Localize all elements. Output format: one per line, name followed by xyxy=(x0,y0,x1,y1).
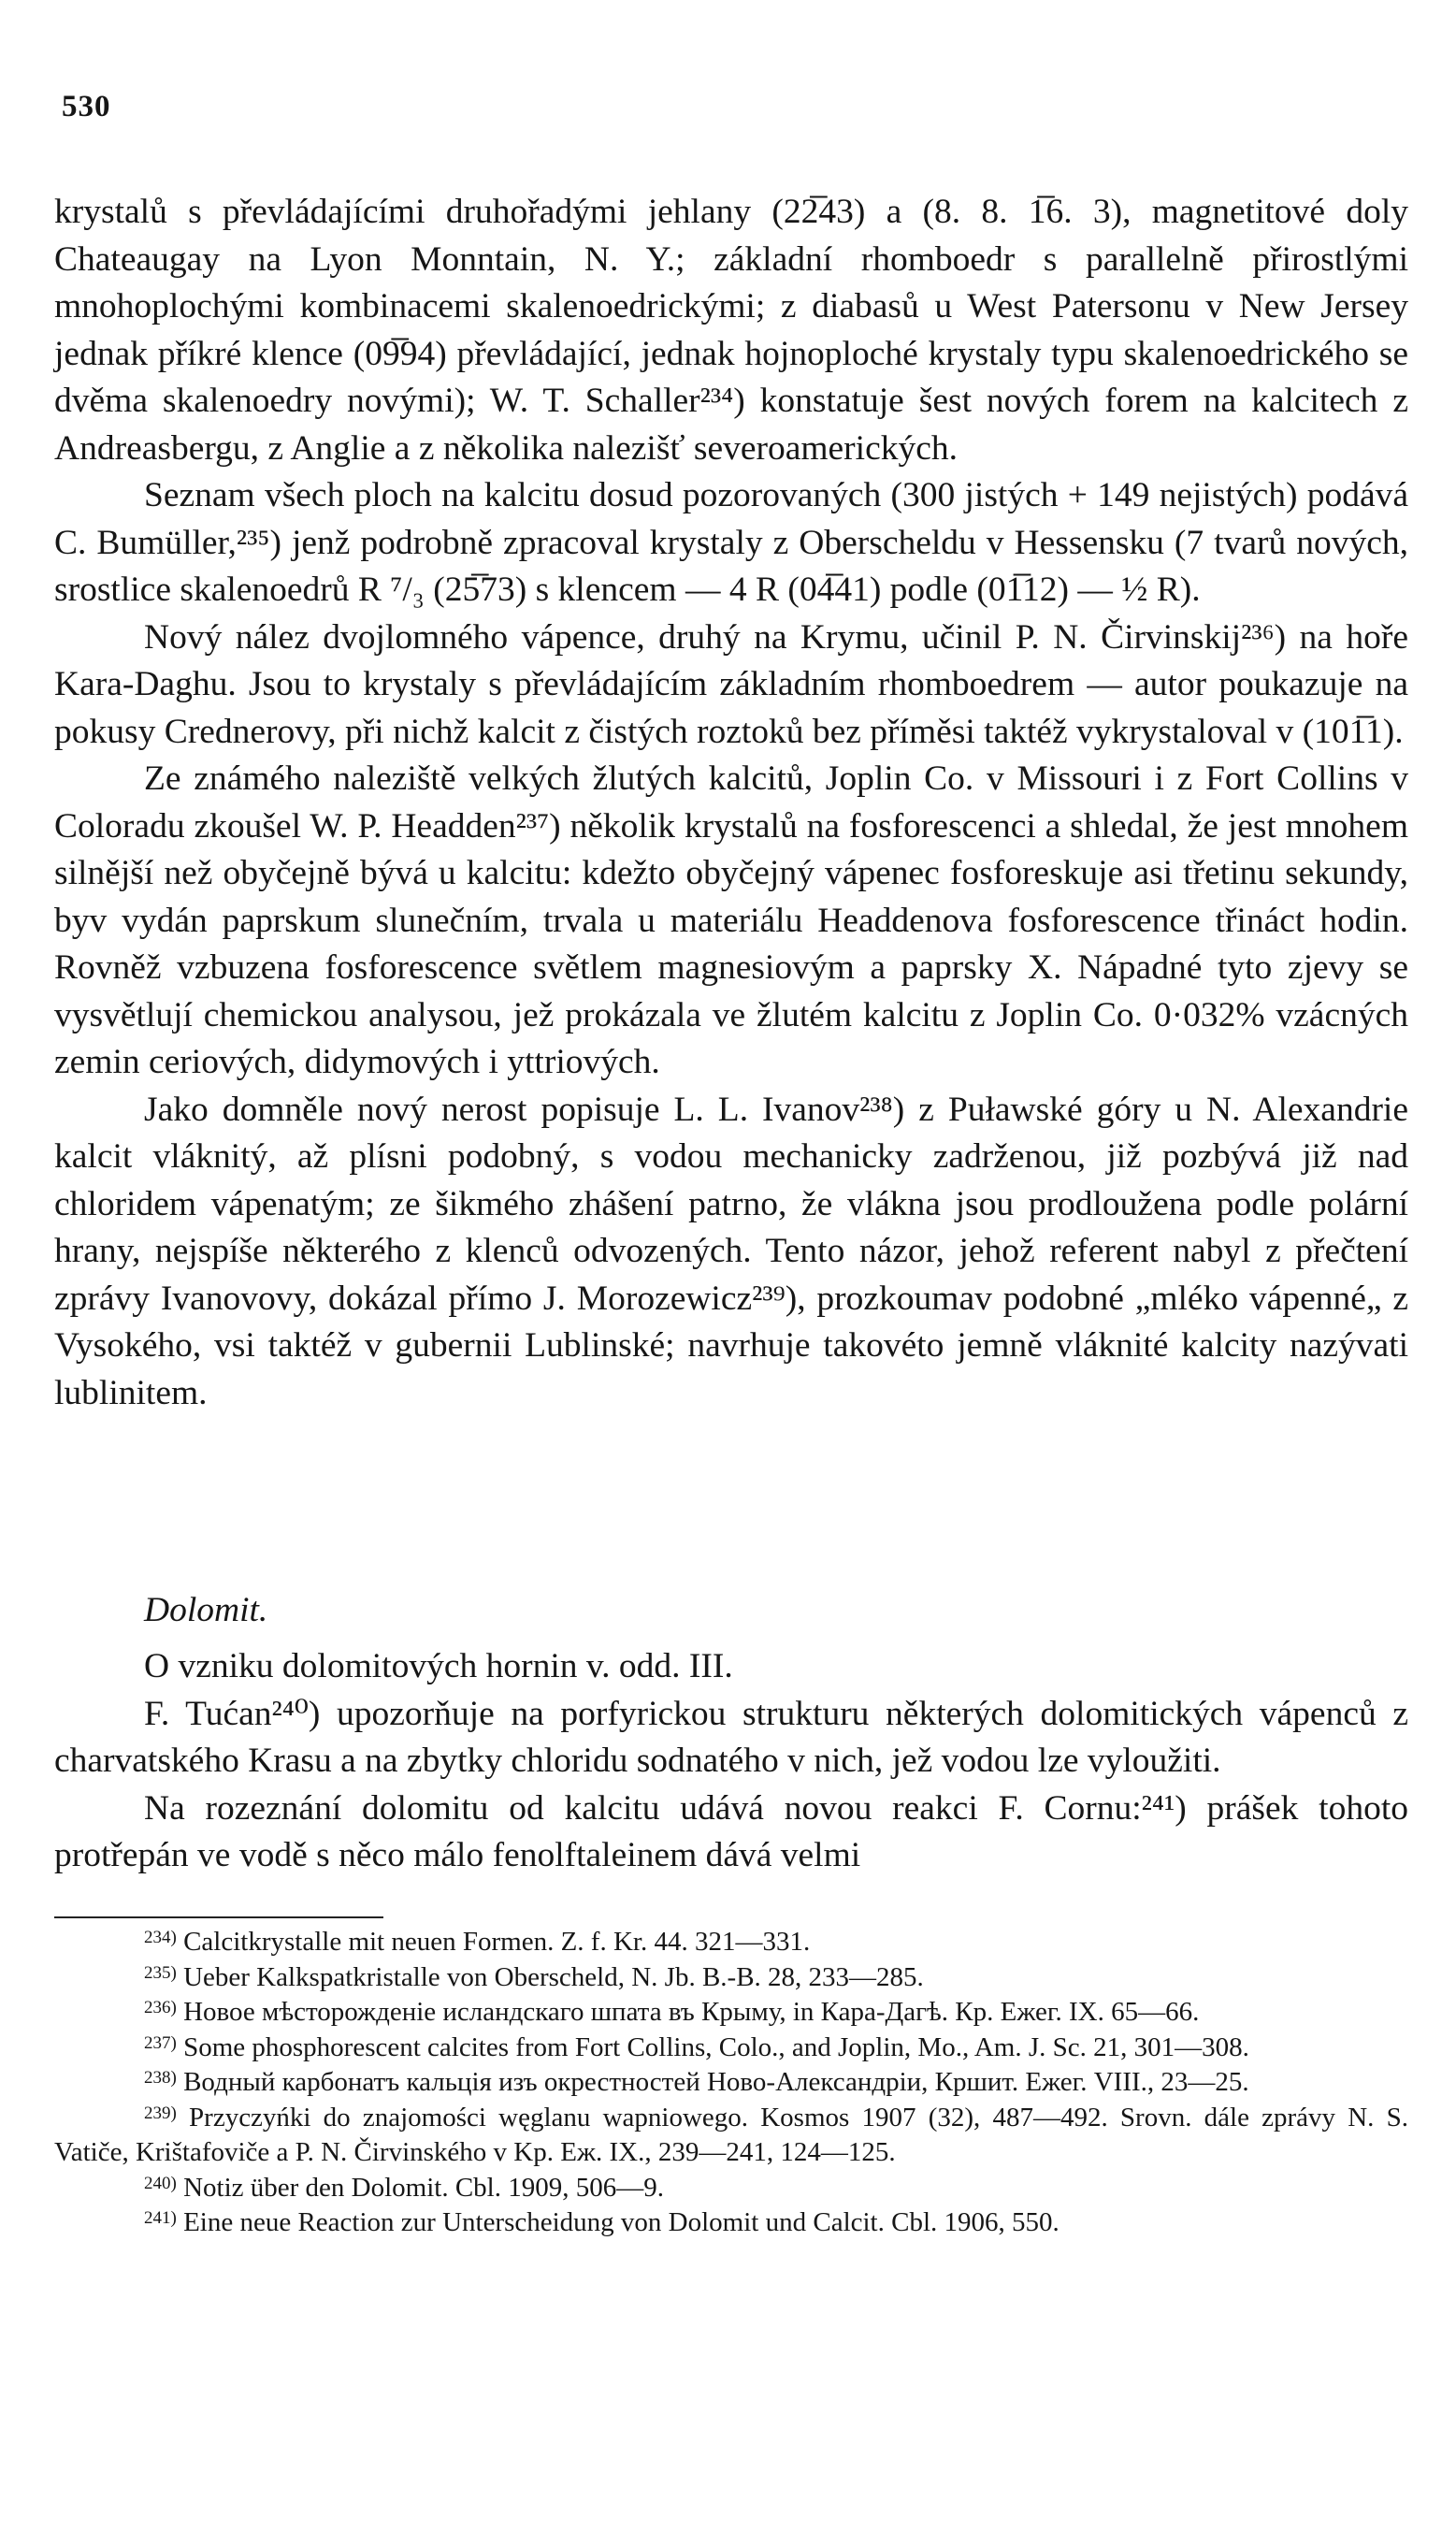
paragraph-4: Ze známého naleziště velkých žlutých kalcitů, Joplin Co. v Missouri i z Fort Collins v Coloradu zkoušel W. P. Headden²³⁷) několik krystalů na fosforescenci a shledal, že jest mnohem silnější než obyčejně bývá u kalcitu: kdežto obyčejný vápenec fosforeskuje asi třetinu sekundy, byv vydán paprskum slunečním, trvala u materiálu Headdenova fosforescence třináct hodin. Rovněž vzbuzena fosforescence světlem magnesiovým a paprsky X. Nápadné tyto zjevy se vysvětlují chemickou analysou, jež prokázala ve žlutém kalcitu z Joplin Co. 0·032% vzácných zemin ceriových, didymových i yttriových. xyxy=(54,759,1408,1081)
footnote-text: Ueber Kalkspatkristalle von Oberscheld, N. Jb. B.-B. 28, 233—285. xyxy=(183,1961,924,1992)
footnote-mark: 238) xyxy=(144,2068,177,2088)
footnote-234 xyxy=(54,1925,1408,1960)
footnote-mark: 241) xyxy=(144,2208,177,2228)
main-text xyxy=(54,189,1408,1417)
footnote-235 xyxy=(54,1960,1408,1996)
paragraph-5: Jako domněle nový nerost popisuje L. L. Ivanov²³⁸) z Puławské góry u N. Alexandrie kalcit vláknitý, až plísni podobný, s vodou mechanicky zadrženou, již pozbývá již nad chloridem vápenatým; ze šikmého zhášení patrno, že vlákna jsou prodloužena podle polární hrany, nejspíše některého z klenců odvozených. Tento názor, jehož referent nabyl z přečtení zprávy Ivanovovy, dokázal přímo J. Morozewicz²³⁹), prozkoumav podobné „mléko vápenné„ z Vysokého, vsi taktéž v gubernii Lublinské; navrhuje takovéto jemně vláknité kalcity nazývati lublinitem. xyxy=(54,1090,1408,1412)
page-number: 530 xyxy=(62,90,111,123)
dolomit-paragraph-3: Na rozeznání dolomitu od kalcitu udává novou reakci F. Cornu:²⁴¹) prášek tohoto protřepán ve vodě s něco málo fenolftaleinem dává velmi xyxy=(54,1788,1408,1874)
footnote-240 xyxy=(54,2171,1408,2206)
dolomit-paragraph-2: F. Tućan²⁴⁰) upozorňuje na porfyrickou strukturu některých dolomitických vápenců z charvatského Krasu a na zbytky chloridu sodnatého v nich, jež vodou lze vyloužiti. xyxy=(54,1694,1408,1780)
footnote-mark: 240) xyxy=(144,2173,177,2193)
footnote-text: Eine neue Reaction zur Unterscheidung von Dolomit und Calcit. Cbl. 1906, 550. xyxy=(183,2207,1060,2237)
footnote-241 xyxy=(54,2205,1408,2241)
footnote-237 xyxy=(54,2031,1408,2066)
footnote-text: Calcitkrystalle mit neuen Formen. Z. f. Kr. 44. 321—331. xyxy=(183,1927,811,1957)
footnotes xyxy=(54,1925,1408,2241)
section-heading-dolomit: Dolomit. xyxy=(144,1591,268,1629)
footnote-text: Водный карбонатъ кальція изъ окрестностей Ново-Александріи, Кршит. Ежег. VIII., 23—25. xyxy=(183,2067,1249,2097)
footnote-mark: 237) xyxy=(144,2032,177,2053)
footnote-238 xyxy=(54,2065,1408,2101)
footnote-mark: 235) xyxy=(144,1962,177,1983)
footnote-divider xyxy=(54,1916,383,1918)
paragraph-1: krystalů s převládajícími druhořadými jehlany (22̅43) a (8. 8. 1̅6. 3), magnetitové doly Chateaugay na Lyon Monntain, N. Y.; základní rhomboedr s parallelně přirostlými mnohoplochými kombinacemi skalenoedrickými; z diabasů u West Patersonu v New Jersey jednak příkré klence (09̅94) převládající, jednak hojnoploché krystaly typu skalenoedrického se dvěma skalenoedry novými); W. T. Schaller²³⁴) konstatuje šest nových forem na kalcitech z Andreasbergu, z Anglie a z několika nalezišť severoamerických. xyxy=(54,193,1408,468)
dolomit-paragraph-1: O vzniku dolomitových hornin v. odd. III. xyxy=(144,1647,733,1685)
footnote-text: Przyczyńki do znajomości węglanu wapniowego. Kosmos 1907 (32), 487—492. Srovn. dále zprávy N. S. Vatiče, Krištafoviče a P. N. Čirvinského v Kp. Еж. IX., 239—241, 124—125. xyxy=(54,2102,1409,2167)
footnote-text: Some phosphorescent calcites from Fort Collins, Colo., and Joplin, Mo., Am. J. Sc. 21, 301—308. xyxy=(183,2031,1249,2062)
footnote-mark: 234) xyxy=(144,1928,177,1947)
footnote-239 xyxy=(54,2101,1408,2171)
paragraph-2: Seznam všech ploch na kalcitu dosud pozorovaných (300 jistých + 149 nejistých) podává C. Bumüller,²³⁵) jenž podrobně zpracoval krystaly z Oberscheldu v Hessensku (7 tvarů nových, srostlice skalenoedrů R ⁷/₃ (25̅73) s klencem — 4 R (04̅41) podle (01̅12) — ½ R). xyxy=(54,476,1408,609)
footnote-mark: 236) xyxy=(144,1998,177,2017)
footnote-236 xyxy=(54,1995,1408,2031)
footnote-mark: 239) xyxy=(144,2103,177,2123)
footnote-text: Notiz über den Dolomit. Cbl. 1909, 506—9. xyxy=(183,2172,664,2203)
dolomit-section-text xyxy=(54,1643,1408,1880)
footnote-text: Новое мѣсторожденіе исландскаго шпата въ Крыму, in Кара-Дагѣ. Кр. Ежег. IX. 65—66. xyxy=(183,1997,1200,2027)
paragraph-3: Nový nález dvojlomného vápence, druhý na Krymu, učinil P. N. Čirvinskij²³⁶) na hoře Kara-Daghu. Jsou to krystaly s převládajícím základním rhomboedrem — autor poukazuje na pokusy Crednerovy, při nichž kalcit z čistých roztoků bez příměsi taktéž vykrystaloval v (101̅1). xyxy=(54,617,1408,751)
